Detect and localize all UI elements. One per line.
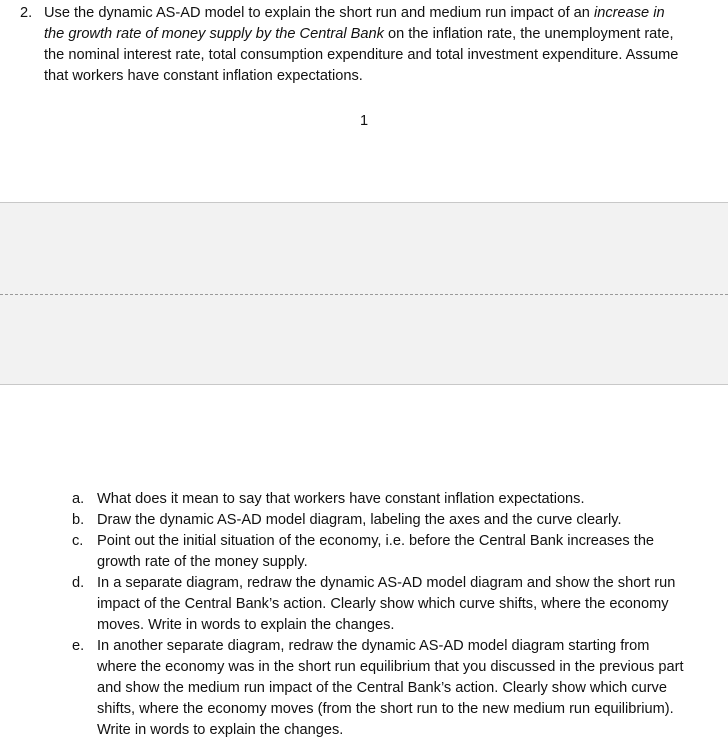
subquestion-text: What does it mean to say that workers have constant inflation expectations. [97, 491, 585, 507]
subquestion-letter: b. [72, 512, 85, 528]
page-break [0, 202, 728, 385]
page-break-divider [0, 294, 728, 295]
question-text-emphasis: increase in the growth rate of money supply by the Central Bank [44, 5, 665, 42]
subquestion-a [72, 489, 692, 510]
subquestion-letter: a. [72, 491, 85, 507]
subquestion-text: In a separate diagram, redraw the dynamic AS-AD model diagram and show the short run impact of the Central Bank’s action. Clearly show which curve shifts, where the economy moves. Write in words to explain the changes. [97, 575, 676, 633]
question-text-after: on the inflation rate, the unemployment rate, the nominal interest rate, total consumption expenditure and total investment expenditure. Assume that workers have constant inflation expectations. [44, 26, 679, 84]
subquestion-text: Point out the initial situation of the economy, i.e. before the Central Bank increases the growth rate of the money supply. [97, 533, 655, 570]
question-text-before: Use the dynamic AS-AD model to explain the short run and medium run impact of an [44, 5, 594, 21]
subquestion-list [72, 489, 692, 741]
subquestion-e [72, 636, 692, 741]
subquestion-text: Draw the dynamic AS-AD model diagram, labeling the axes and the curve clearly. [97, 512, 622, 528]
subquestion-letter: c. [72, 533, 84, 549]
subquestion-d [72, 573, 692, 636]
subquestion-c [72, 531, 692, 573]
subquestion-letter: d. [72, 575, 85, 591]
question-number: 2. [20, 5, 33, 21]
question-text [44, 3, 684, 87]
subquestion-b [72, 510, 692, 531]
subquestion-text: In another separate diagram, redraw the dynamic AS-AD model diagram starting from where the economy was in the short run equilibrium that you discussed in the previous part and show the medium run impact of the Central Bank’s action. Clearly show which curve shifts, where the economy moves (from the short run to the new medium run equilibrium). Write in words to explain the changes. [97, 638, 684, 738]
subquestion-letter: e. [72, 638, 85, 654]
page-number: 1 [359, 113, 369, 129]
